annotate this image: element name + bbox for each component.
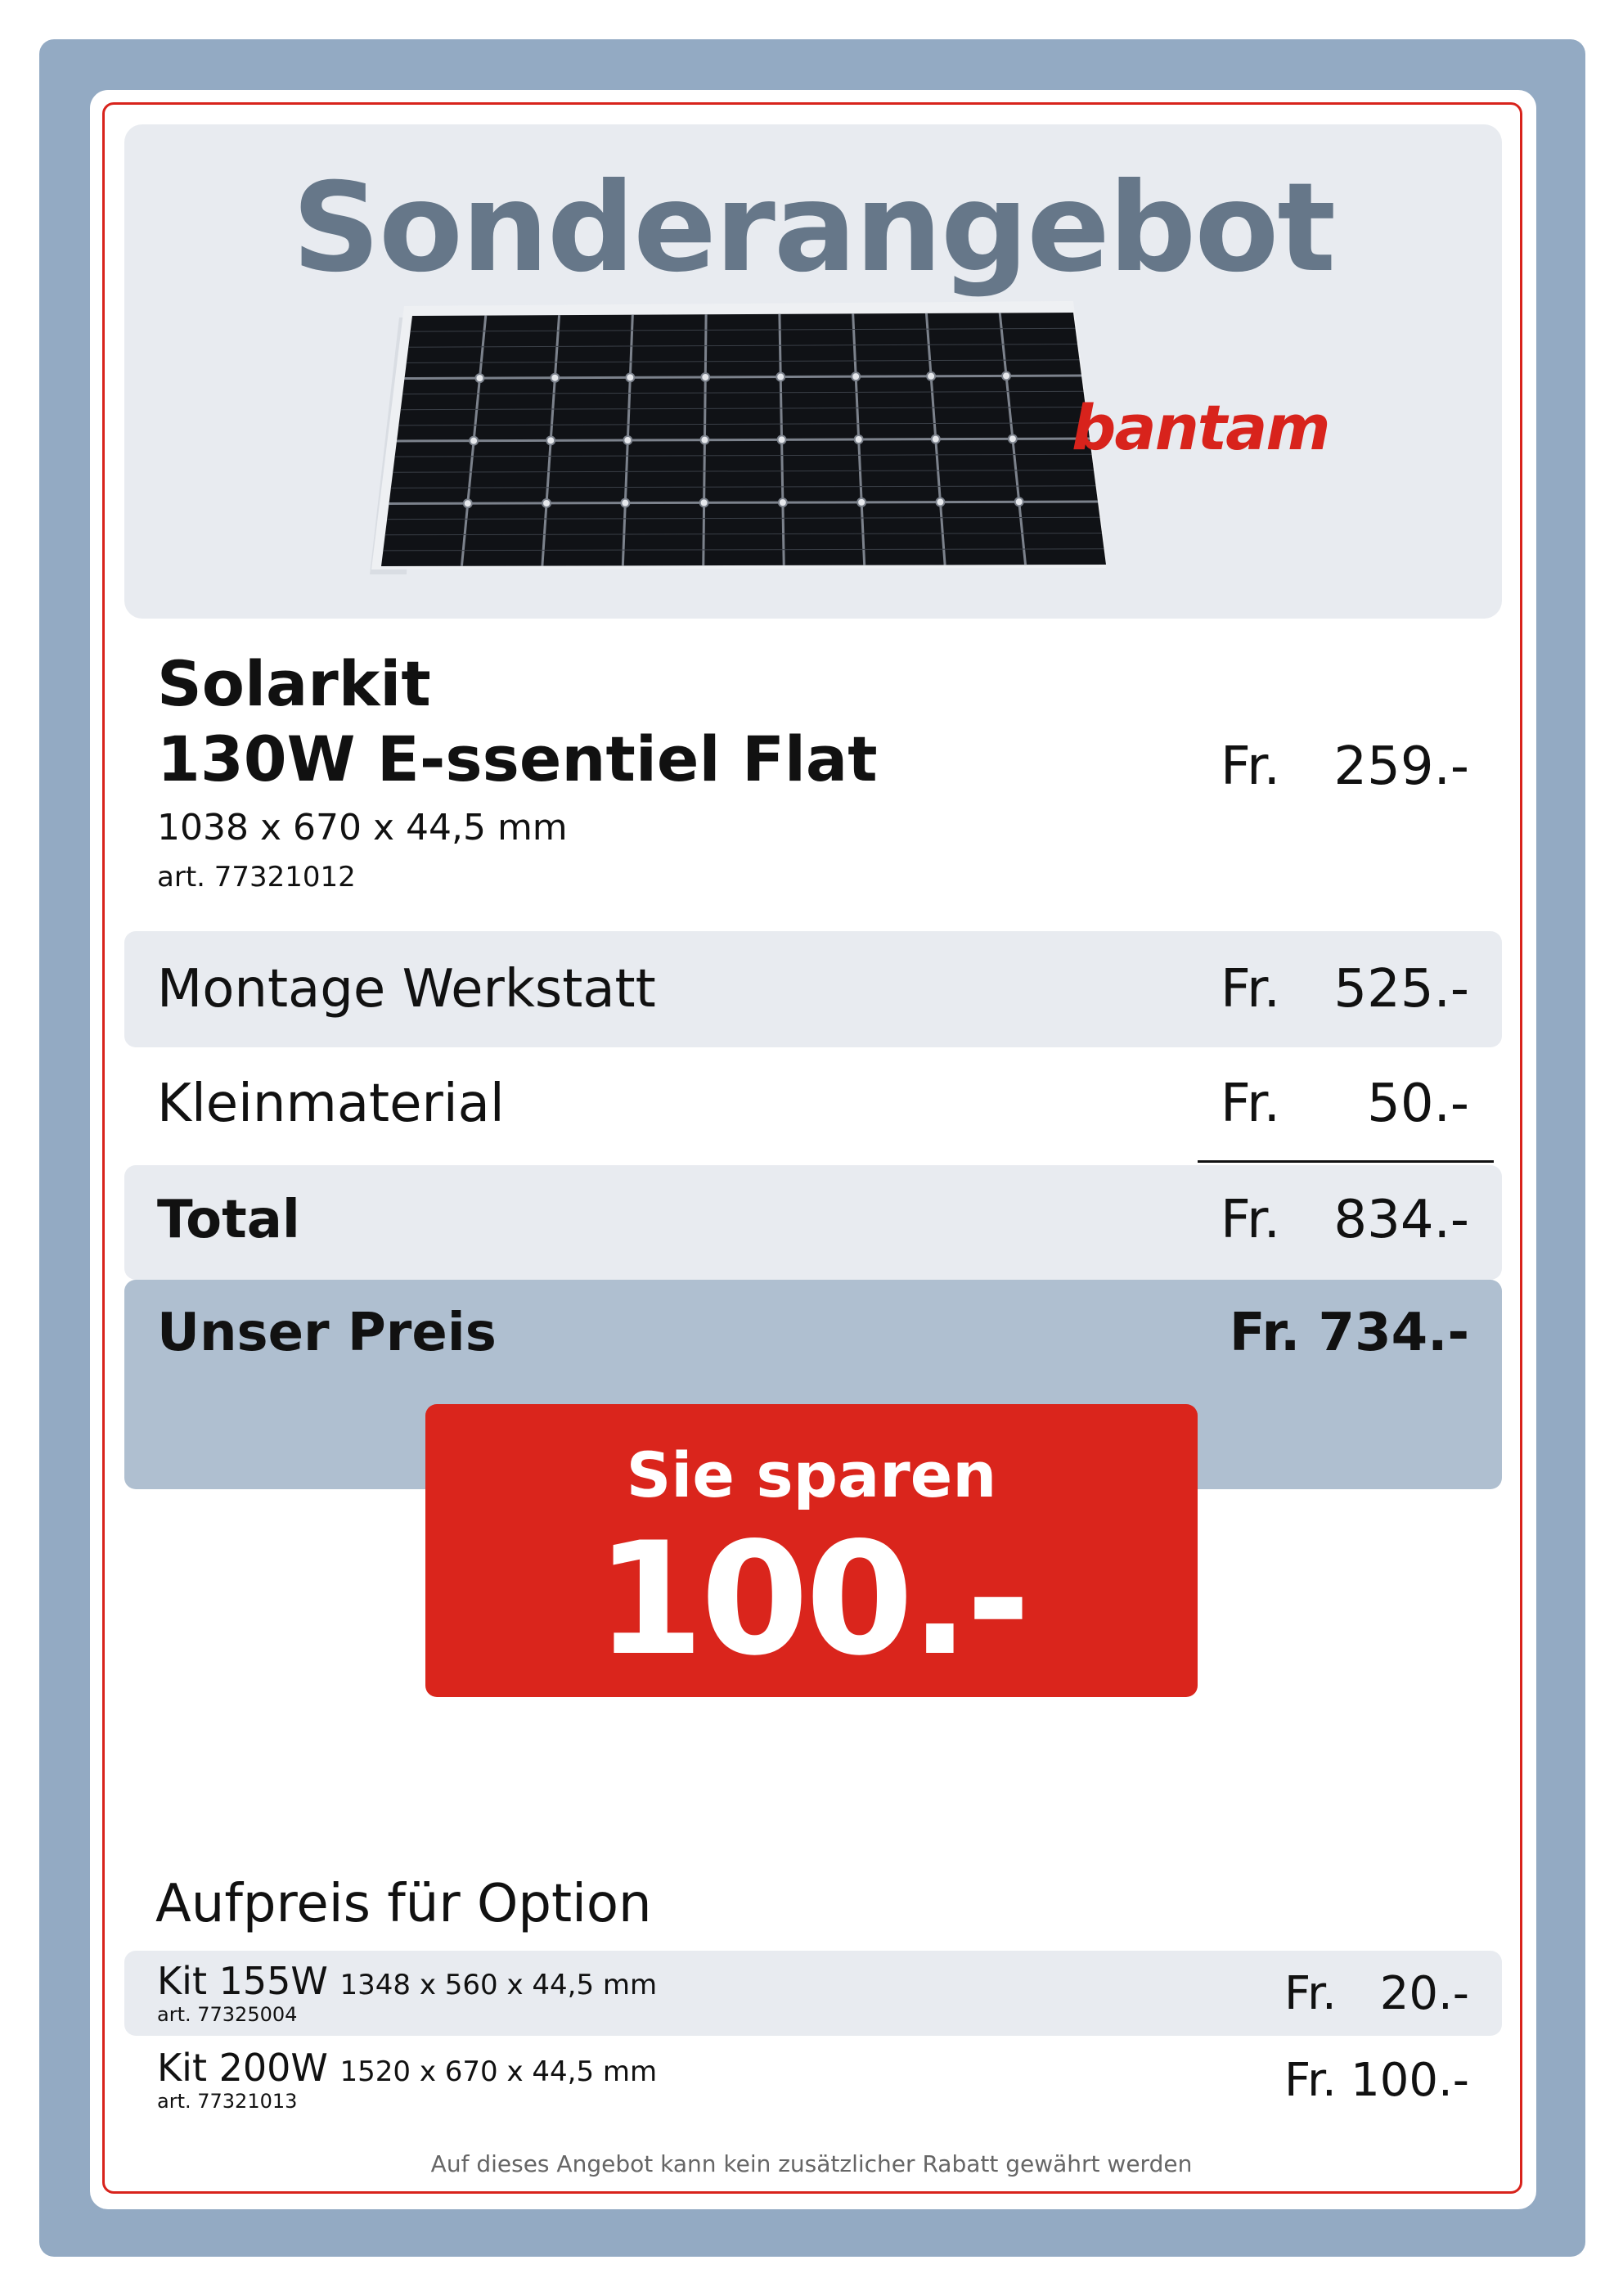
- total-price: 834.-: [1333, 1190, 1469, 1250]
- disclaimer: Auf dieses Angebot kann kein zusätzlicher Rabatt gewährt werden: [430, 2150, 1193, 2177]
- option-price: 20.-: [1379, 1967, 1469, 2020]
- brand-logo: bantam: [1072, 391, 1329, 464]
- line-label: Montage Werkstatt: [157, 959, 656, 1020]
- total-currency: Fr.: [1221, 1190, 1280, 1250]
- line-price: 50.-: [1367, 1074, 1469, 1134]
- option-currency: Fr.: [1284, 2054, 1337, 2107]
- line-montage: [124, 931, 1502, 1047]
- savings-badge: [425, 1404, 1198, 1697]
- option-dimensions: 1348 x 560 x 44,5 mm: [339, 1969, 658, 2001]
- options-title: Aufpreis für Option: [155, 1874, 652, 1934]
- option-row: [124, 2037, 1502, 2123]
- option-currency: Fr.: [1284, 1967, 1337, 2020]
- line-currency: Fr.: [1221, 959, 1280, 1020]
- line-total: [124, 1165, 1502, 1280]
- product-dimensions: 1038 x 670 x 44,5 mm: [157, 807, 568, 849]
- option-kit-name: Kit 155W: [157, 1959, 328, 2003]
- option-article: art. 77321013: [157, 2090, 298, 2113]
- option-name: [157, 2046, 657, 2090]
- total-label: Total: [157, 1190, 300, 1250]
- option-kit-name: Kit 200W: [157, 2046, 328, 2090]
- option-name: [157, 1959, 657, 2003]
- savings-label: Sie sparen: [626, 1438, 997, 1511]
- product-row: [124, 646, 1502, 916]
- product-name-line2: 130W E-ssentiel Flat: [157, 723, 878, 795]
- product-currency: Fr.: [1221, 736, 1280, 797]
- line-currency: Fr.: [1221, 1074, 1280, 1134]
- our-price-value: Fr. 734.-: [1229, 1303, 1469, 1363]
- savings-amount: 100.-: [596, 1509, 1027, 1690]
- page-title: Sonderangebot: [291, 157, 1335, 299]
- product-article: art. 77321012: [157, 861, 356, 894]
- line-label: Kleinmaterial: [157, 1074, 505, 1134]
- sum-divider: [1198, 1160, 1494, 1163]
- option-price: 100.-: [1351, 2054, 1469, 2107]
- option-article: art. 77325004: [157, 2003, 298, 2026]
- option-dimensions: 1520 x 670 x 44,5 mm: [339, 2055, 658, 2088]
- line-price: 525.-: [1333, 959, 1469, 1020]
- product-price: 259.-: [1333, 736, 1469, 797]
- line-kleinmaterial: [124, 1049, 1502, 1164]
- our-price-label: Unser Preis: [157, 1303, 497, 1363]
- product-name-line1: Solarkit: [157, 647, 431, 720]
- option-row: [124, 1951, 1502, 2036]
- solar-panel-image: [370, 193, 1106, 586]
